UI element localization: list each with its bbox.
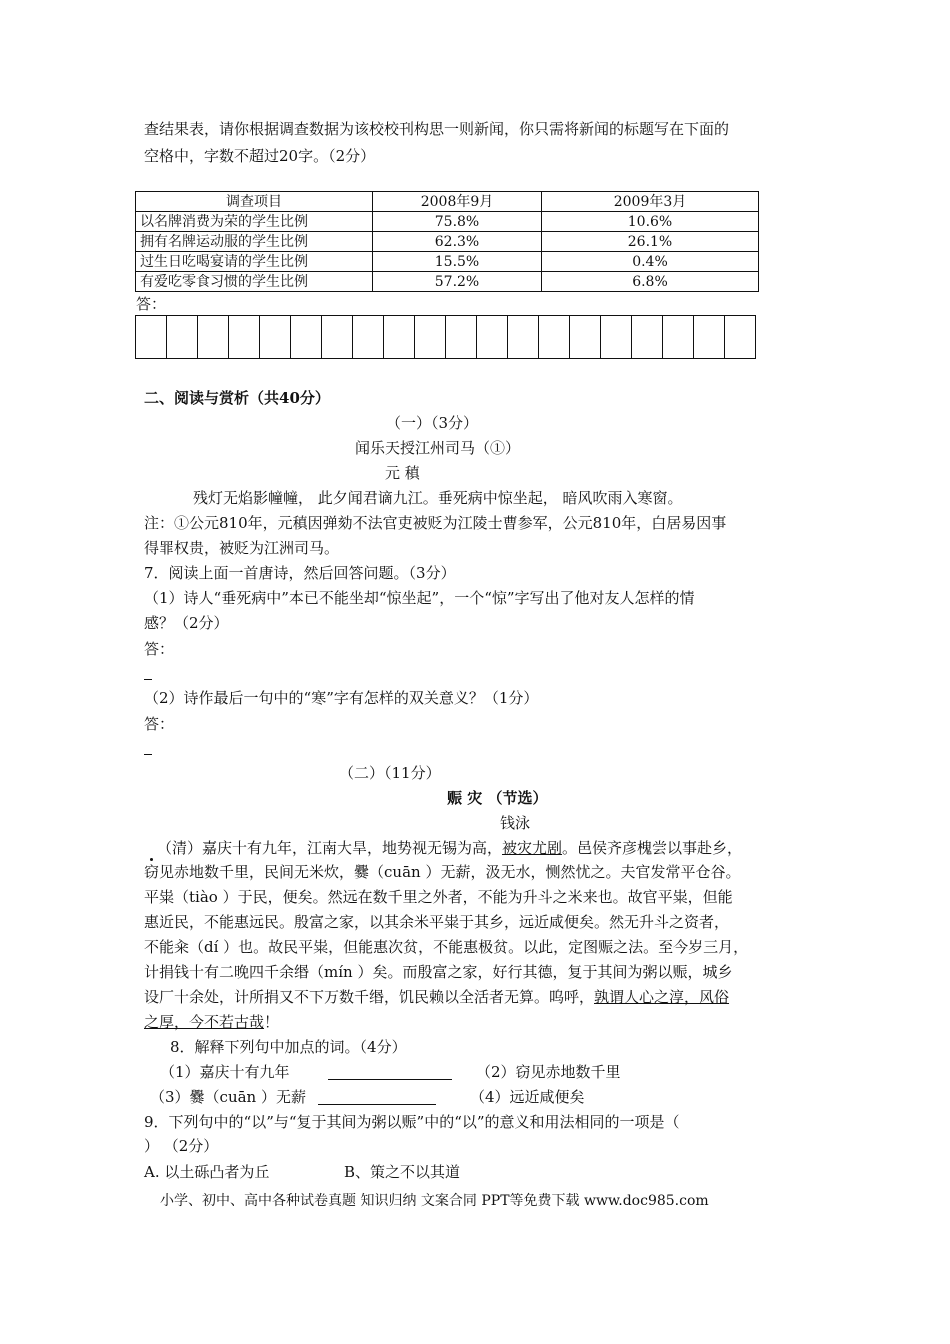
text-span: ！: [264, 1013, 280, 1031]
paragraph-line-6: 计捐钱十有二晚四千余缗（mín ）矣。而殷富之家，好行其德，复于其间为粥以赈，城乡: [144, 963, 733, 981]
text-span: 。邑侯齐彦槐尝以事赴乡，: [562, 839, 743, 857]
answer-grid-cell[interactable]: [570, 316, 601, 359]
question-9-line-2: ） （2分）: [144, 1137, 219, 1155]
table-cell: 75.8%: [373, 212, 542, 232]
option-a[interactable]: A. 以土砾凸者为丘: [144, 1163, 270, 1181]
text-span: （清）嘉庆十有九年，江南大旱，地势视无锡为高，: [157, 839, 503, 857]
answer-grid-cell[interactable]: [136, 316, 167, 359]
table-row: [136, 252, 759, 272]
question-8-item-3: （3）爨（cuān ）无薪: [150, 1088, 306, 1106]
answer-grid-cell[interactable]: [415, 316, 446, 359]
answer-grid-cell[interactable]: [353, 316, 384, 359]
underlined-phrase: 之厚，今不若古哉: [144, 1013, 265, 1031]
paragraph-line-2: [144, 862, 740, 882]
table-header-cell: 2008年9月: [373, 192, 542, 212]
article-title: 赈 灾 （节选）: [447, 789, 548, 807]
question-9-line-1: 9．下列句中的“以”与“复于其间为粥以赈”中的“以”的意义和用法相同的一项是（: [144, 1113, 680, 1131]
note-line-2: 得罪权贵，被贬为江洲司马。: [144, 539, 340, 557]
question-8: 8．解释下列句中加点的词。（4分）: [170, 1038, 407, 1056]
table-cell: 26.1%: [542, 232, 759, 252]
table-row: [136, 232, 759, 252]
answer-grid-cell[interactable]: [632, 316, 663, 359]
answer-grid-cell[interactable]: [198, 316, 229, 359]
table-cell: 过生日吃喝宴请的学生比例: [136, 252, 373, 272]
poem-text: 残灯无焰影幢幢， 此夕闻君谪九江。垂死病中惊坐起， 暗风吹雨入寒窗。: [193, 489, 683, 507]
table-row: [136, 272, 759, 292]
paragraph-line-7: [144, 987, 729, 1007]
paragraph-line-5: 不能籴（dí ）也。故民平粜，但能惠次贫，不能惠极贫。以此，定图赈之法。至今岁三月，: [144, 938, 749, 956]
answer-line[interactable]: [144, 679, 152, 680]
question-7-2: （2）诗作最后一句中的“寒”字有怎样的双关意义？（1分）: [144, 689, 539, 707]
underlined-phrase: 被灾尤剧: [502, 839, 563, 857]
answer-grid-cell[interactable]: [260, 316, 291, 359]
answer-grid[interactable]: [135, 315, 756, 359]
answer-grid-cell[interactable]: [229, 316, 260, 359]
text-span: 设厂十余处，计所捐又不下万数千缗，饥民赖以全活者无算。呜呼，: [144, 988, 595, 1006]
answer-grid-cell[interactable]: [663, 316, 694, 359]
answer-grid-cell[interactable]: [384, 316, 415, 359]
text-span: 见赤地数千里，民间无米炊，爨（cuān ）无薪，汲无水，恻然忧之。夫官发常平仓谷。: [159, 863, 741, 881]
table-cell: 拥有名牌运动服的学生比例: [136, 232, 373, 252]
paragraph-line-1: [157, 838, 742, 858]
answer-grid-cell[interactable]: [291, 316, 322, 359]
table-cell: 0.4%: [542, 252, 759, 272]
question-7: 7．阅读上面一首唐诗，然后回答问题。（3分）: [144, 564, 456, 582]
intro-line-1: 查结果表，请你根据调查数据为该校校刊构思一则新闻，你只需将新闻的标题写在下面的: [144, 120, 730, 138]
question-7-1-line-2: 感？（2分）: [144, 614, 229, 632]
answer-grid-cell[interactable]: [446, 316, 477, 359]
note-line-1: 注：①公元810年，元稹因弹劾不法官吏被贬为江陵士曹参军，公元810年，白居易因事: [144, 514, 727, 532]
answer-grid-cell[interactable]: [477, 316, 508, 359]
survey-table: [135, 191, 759, 292]
table-header-cell: 2009年3月: [542, 192, 759, 212]
table-cell: 有爱吃零食习惯的学生比例: [136, 272, 373, 292]
answer-grid-cell[interactable]: [694, 316, 725, 359]
paragraph-line-3: 平粜（tiào ）于民，便矣。然远在数千里之外者，不能为升斗之米来也。故官平粜，但能: [144, 888, 733, 906]
poem-title: 闻乐天授江州司马（①）: [355, 439, 521, 457]
intro-line-2: 空格中，字数不超过20字。（2分）: [144, 147, 376, 165]
table-cell: 57.2%: [373, 272, 542, 292]
table-cell: 62.3%: [373, 232, 542, 252]
table-cell: 6.8%: [542, 272, 759, 292]
answer-grid-cell[interactable]: [167, 316, 198, 359]
table-row: [136, 212, 759, 232]
answer-blank-3[interactable]: [318, 1090, 436, 1105]
table-cell: 15.5%: [373, 252, 542, 272]
table-header-cell: 调查项目: [136, 192, 373, 212]
answer-label: 答：: [144, 640, 175, 658]
table-header-row: [136, 192, 759, 212]
answer-label: 答：: [136, 295, 167, 313]
answer-blank-1[interactable]: [328, 1065, 452, 1080]
emphasis-dot-char: 窃: [144, 863, 160, 881]
paragraph-line-4: 惠近民，不能惠远民。殷富之家，以其余米平粜于其乡，远近咸便矣。然无升斗之资者，: [144, 913, 730, 931]
section-heading: 二、阅读与赏析（共40分）: [144, 389, 330, 407]
answer-grid-cell[interactable]: [601, 316, 632, 359]
answer-grid-cell[interactable]: [539, 316, 570, 359]
answer-label: 答：: [144, 715, 175, 733]
article-author: 钱泳: [500, 814, 531, 832]
question-7-1-line-1: （1）诗人“垂死病中”本已不能坐却“惊坐起”，一个“惊”字写出了他对友人怎样的情: [144, 589, 695, 607]
answer-line[interactable]: [144, 754, 152, 755]
poem-author: 元 稹: [385, 464, 420, 482]
underlined-phrase: 孰谓人心之淳，风俗: [594, 988, 730, 1006]
footer-text: 小学、初中、高中各种试卷真题 知识归纳 文案合同 PPT等免费下载 www.doc985.com: [160, 1193, 709, 1209]
option-b[interactable]: B、策之不以其道: [344, 1163, 461, 1181]
answer-grid-cell[interactable]: [725, 316, 756, 359]
answer-grid-cell[interactable]: [322, 316, 353, 359]
question-8-item-4: （4）远近咸便矣: [470, 1088, 585, 1106]
paragraph-line-8: [144, 1012, 279, 1032]
part2-title: （二）（11分）: [339, 764, 441, 782]
question-8-item-1: （1）嘉庆十有九年: [160, 1063, 290, 1081]
answer-grid-cell[interactable]: [508, 316, 539, 359]
question-8-item-2: （2）窃见赤地数千里: [476, 1063, 621, 1081]
table-cell: 10.6%: [542, 212, 759, 232]
part1-title: （一）（3分）: [386, 414, 479, 432]
table-cell: 以名牌消费为荣的学生比例: [136, 212, 373, 232]
